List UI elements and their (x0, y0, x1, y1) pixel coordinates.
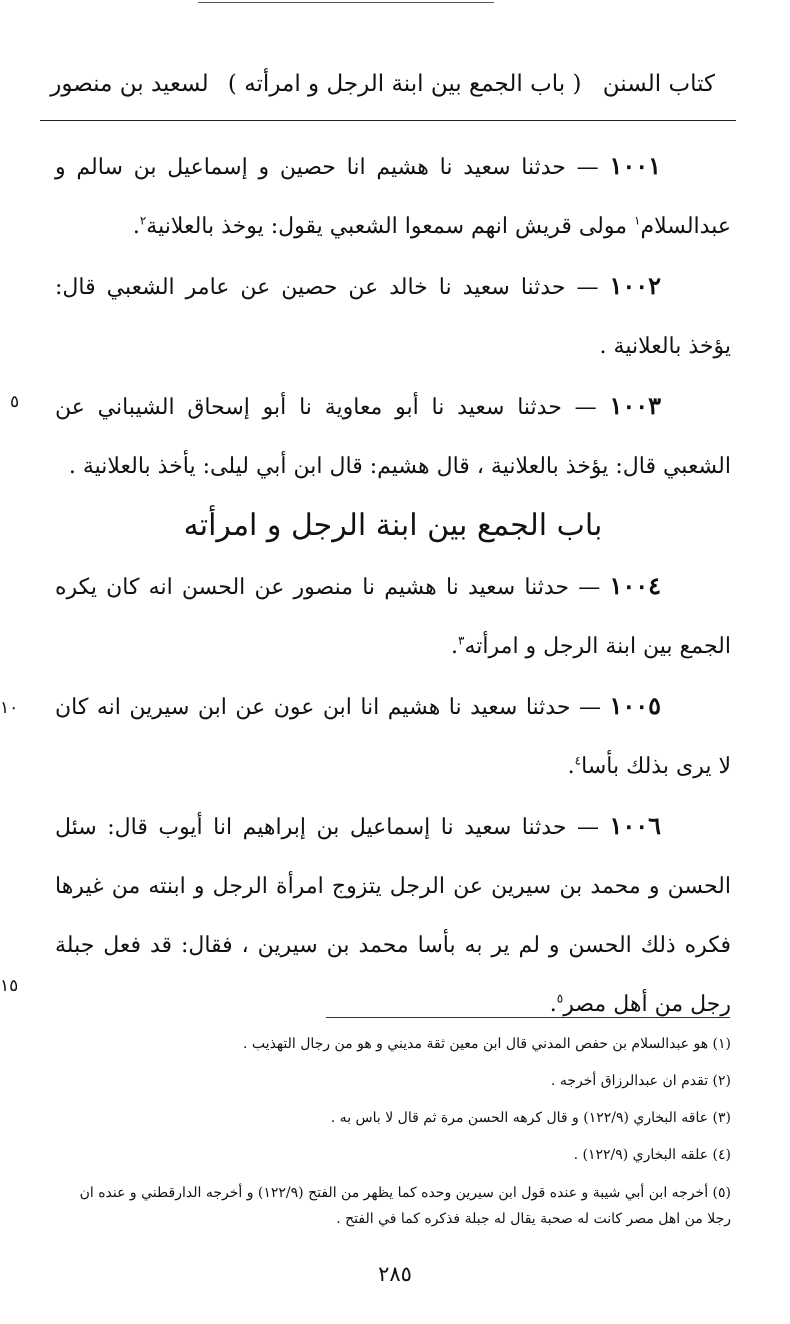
dash: — (578, 575, 601, 600)
hadith-text: حدثنا سعيد نا هشيم نا منصور عن الحسن انه كان يكره الجمع بين ابنة الرجل و امرأته (55, 575, 731, 659)
hadith-entry (55, 676, 731, 796)
margin-line-number-5: ٥ (10, 392, 20, 412)
full-stop: . (567, 754, 575, 779)
chapter-heading: باب الجمع بين ابنة الرجل و امرأته (183, 508, 603, 543)
page-number: ٢٨٥ (378, 1262, 412, 1286)
footnote: (٤) علقه البخاري (١٢٢/٩) . (573, 1147, 731, 1163)
dash: — (576, 815, 599, 840)
hadith-text: حدثنا سعيد نا خالد عن حصين عن عامر الشعبي قال: يؤخذ بالعلانية . (55, 275, 731, 359)
hadith-text: حدثنا سعيد نا أبو معاوية نا أبو إسحاق الشيباني عن الشعبي قال: يؤخذ بالعلانية ، قال هشيم: قال ابن أبي ليلى: يأخذ بالعلانية . (55, 395, 731, 479)
footnote-ref: ٢ (139, 213, 147, 228)
top-edge-rule (198, 2, 494, 3)
running-head-chapter: ( باب الجمع بين ابنة الرجل و امرأته ) (227, 71, 582, 97)
hadith-text: حدثنا سعيد نا هشيم انا حصين و إسماعيل بن سالم و عبدالسلام (55, 155, 731, 239)
hadith-number: ١٠٠١ (609, 151, 662, 180)
hadith-number: ١٠٠٦ (609, 811, 662, 840)
dash: — (576, 155, 599, 180)
footnote: (٣) عاقه البخاري (١٢٢/٩) و قال كرهه الحسن مرة ثم قال لا باس به . (330, 1110, 731, 1126)
footnote-ref: ٥ (556, 991, 564, 1006)
full-stop: . (132, 214, 140, 239)
footnote-ref: ٤ (574, 753, 582, 768)
hadith-text-cont: مولى قريش انهم سمعوا الشعبي يقول: يوخذ بالعلانية (146, 214, 635, 239)
hadith-entry (55, 796, 731, 1034)
hadith-entry (55, 136, 731, 256)
full-stop: . (549, 992, 557, 1017)
running-head-author: لسعيد بن منصور (50, 71, 209, 97)
hadith-number: ١٠٠٥ (609, 691, 661, 720)
full-stop: . (451, 634, 459, 659)
running-head (50, 64, 715, 104)
hadith-number: ١٠٠٢ (609, 271, 661, 300)
footnote-rule (326, 1017, 730, 1018)
dash: — (578, 695, 601, 720)
dash: — (576, 275, 599, 300)
header-rule (40, 120, 736, 121)
footnote: (٥) أخرجه ابن أبي شيبة و عنده قول ابن سيرين وحده كما يظهر من الفتح (١٢٢/٩) و أخرجه الدارقطني و عنده ان رجلا من اهل مصر كانت له صحبة يقال له جبلة فذكره كما في الفتح . (79, 1185, 731, 1227)
margin-line-number-10: ١٠ (0, 698, 19, 718)
footnotes (55, 1026, 731, 1232)
hadith-text: حدثنا سعيد نا إسماعيل بن إبراهيم انا أيوب قال: سئل الحسن و محمد بن سيرين عن الرجل يتزوج امرأة الرجل و ابنته من غيرها فكره ذلك الحسن و لم ير به بأسا محمد بن سيرين ، فقال: قد فعل جبلة رجل من أهل مصر (55, 815, 731, 1017)
hadith-entry (55, 256, 731, 376)
hadith-entry (55, 376, 731, 496)
hadith-entry (55, 556, 731, 676)
hadith-number: ١٠٠٣ (609, 391, 662, 420)
footnote-ref: ٣ (458, 633, 465, 648)
hadith-text: حدثنا سعيد نا هشيم انا ابن عون عن ابن سيرين انه كان لا يرى بذلك بأسا (55, 695, 731, 779)
hadith-number: ١٠٠٤ (609, 571, 661, 600)
footnote-ref: ١ (634, 213, 641, 228)
footnote: (٢) تقدم ان عبدالرزاق أخرجه . (550, 1073, 731, 1089)
main-text (55, 136, 731, 1034)
footnote: (١) هو عبدالسلام بن حفص المدني قال ابن معين ثقة مديني و هو من رجال التهذيب . (243, 1036, 731, 1052)
running-head-book-title: كتاب السنن (602, 71, 715, 97)
dash: — (574, 395, 597, 420)
margin-line-number-15: ١٥ (0, 976, 19, 996)
